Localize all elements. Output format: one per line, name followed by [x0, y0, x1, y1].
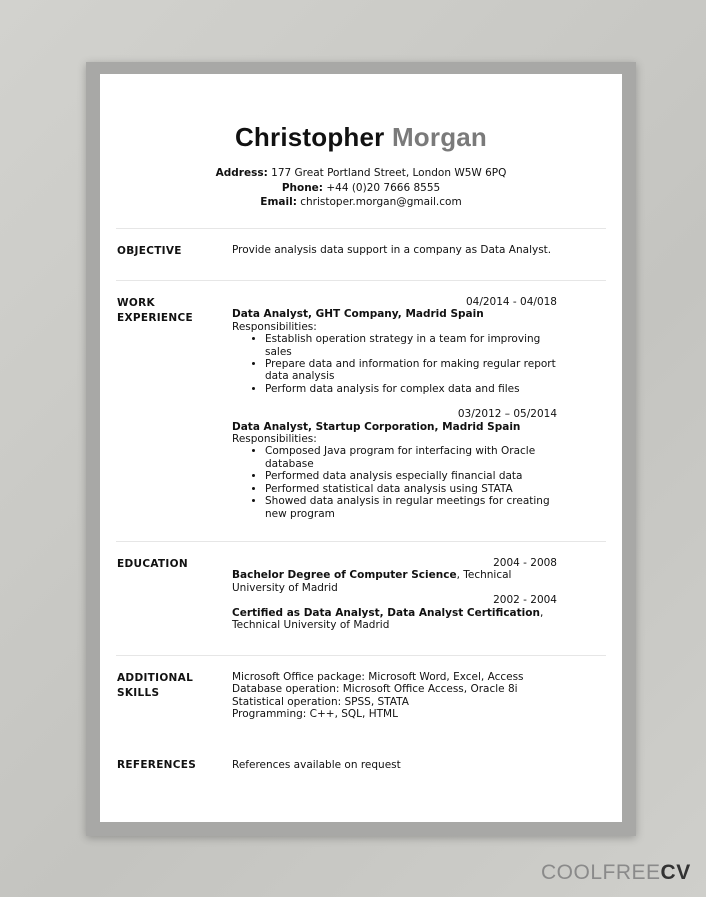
responsibility-list [232, 333, 557, 395]
degree: Certified as Data Analyst, Data Analyst Certification [232, 606, 540, 619]
institution: Technical University of Madrid [232, 619, 390, 632]
watermark-light: COOLFREE [541, 861, 661, 884]
email-label: Email: [260, 196, 297, 208]
last-name: Morgan [391, 122, 488, 152]
list-item: • Establish operation strategy in a team for improving sales [265, 333, 557, 358]
education-entry [232, 569, 557, 594]
label-line: EXPERIENCE [117, 311, 193, 324]
skill-line: Statistical operation: SPSS, STATA [232, 695, 409, 708]
phone-value: +44 (0)20 7666 8555 [323, 181, 441, 194]
list-item: • Showed data analysis in regular meetings for creating new program [265, 495, 557, 520]
address-label: Address: [215, 167, 268, 179]
objective-text: Provide analysis data support in a company as Data Analyst. [232, 244, 552, 256]
institution: , Technical University of Madrid [232, 569, 512, 594]
job-entry [232, 408, 557, 520]
label-line: ADDITIONAL [117, 672, 194, 684]
list-item: • Composed Java program for interfacing with Oracle database [265, 445, 557, 470]
coolfreecv-watermark [541, 861, 691, 885]
work-experience-heading [117, 296, 193, 325]
skills-content [232, 671, 557, 721]
responsibilities-label: Responsibilities: [232, 320, 317, 333]
education-heading: EDUCATION [117, 558, 188, 570]
list-item: • Performed data analysis especially financial data [265, 470, 557, 482]
job-title: Data Analyst, GHT Company, Madrid Spain [232, 308, 484, 321]
watermark-bold: CV [660, 861, 691, 884]
work-experience-content [232, 296, 557, 520]
references-heading: REFERENCES [117, 759, 197, 771]
responsibility-list [232, 445, 557, 519]
address-value: 177 Great Portland Street, London W5W 6PQ [267, 167, 507, 179]
degree: Bachelor Degree of Computer Science [232, 569, 457, 582]
list-item: • Performed statistical data analysis using STATA [265, 483, 557, 495]
contact-block [100, 166, 622, 210]
divider [116, 541, 606, 542]
email-value: christoper.morgan@gmail.com [296, 196, 462, 208]
education-date: 2004 - 2008 [493, 557, 557, 569]
objective-heading: OBJECTIVE [117, 245, 182, 257]
list-item: • Perform data analysis for complex data and files [265, 383, 557, 395]
job-entry [232, 296, 557, 395]
resume-page [100, 74, 622, 822]
separator: , [539, 606, 544, 619]
phone-label: Phone: [281, 181, 323, 194]
first-name: Christopher [234, 122, 385, 152]
skill-line: Programming: C++, SQL, HTML [232, 708, 398, 721]
resume-name [100, 122, 622, 153]
label-line: SKILLS [117, 686, 160, 699]
skill-line: Database operation: Microsoft Office Access, Oracle 8i [232, 683, 518, 696]
divider [116, 228, 606, 229]
responsibilities-label: Responsibilities: [232, 433, 317, 446]
job-date: 04/2014 - 04/018 [465, 296, 557, 308]
job-date: 03/2012 – 05/2014 [457, 408, 557, 421]
references-text: References available on request [232, 759, 401, 771]
divider [116, 280, 606, 281]
skill-line: Microsoft Office package: Microsoft Word, Excel, Access [232, 671, 524, 683]
education-entry [232, 607, 557, 619]
education-date: 2002 - 2004 [493, 594, 557, 607]
label-line: WORK [117, 297, 155, 309]
job-title: Data Analyst, Startup Corporation, Madrid Spain [232, 420, 521, 433]
divider [116, 655, 606, 656]
list-item: • Prepare data and information for making regular report data analysis [265, 358, 557, 383]
skills-heading [117, 671, 193, 700]
education-content [232, 557, 557, 631]
